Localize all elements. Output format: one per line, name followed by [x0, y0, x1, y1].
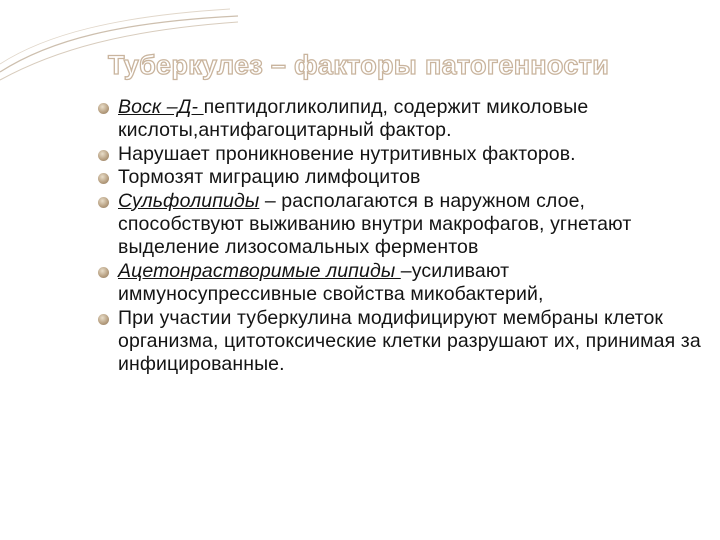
bullet-list — [96, 96, 706, 377]
bullet-dot-icon — [98, 103, 109, 114]
bullet-text: –усиливают иммуносупрессивные свойства микобактерий, — [118, 259, 544, 306]
bullet-text: При участии туберкулина модифицируют мембраны клеток организма, цитотоксические клетки разрушают их, принимая за инфицированные. — [118, 306, 701, 376]
bullet-text: пептидогликолипид, содержит миколовые кислоты,антифагоцитарный фактор. — [118, 96, 589, 142]
bullet-dot-icon — [98, 314, 109, 325]
list-item — [96, 307, 706, 377]
bullet-emphasis: Сульфолипиды — [118, 189, 260, 212]
bullet-dot-icon — [98, 197, 109, 208]
bullet-emphasis: Ацетонрастворимые липиды — [118, 259, 401, 282]
list-item — [96, 166, 706, 189]
bullet-emphasis: Воск –Д- — [118, 96, 204, 118]
list-item — [96, 260, 706, 307]
bullet-text: Тормозят миграцию лимфоцитов — [118, 166, 421, 189]
bullet-dot-icon — [98, 267, 109, 278]
bullet-dot-icon — [98, 173, 109, 184]
bullet-dot-icon — [98, 150, 109, 161]
list-item — [96, 96, 706, 143]
slide-title: Туберкулез – факторы патогенности — [108, 50, 610, 80]
bullet-text: – располагаются в наружном слое, способствуют выживанию внутри макрофагов, угнетают выделение лизосомальных ферментов — [118, 189, 632, 259]
list-item — [96, 190, 706, 260]
list-item — [96, 143, 706, 166]
bullet-text: Нарушает проникновение нутритивных факторов. — [118, 142, 576, 165]
